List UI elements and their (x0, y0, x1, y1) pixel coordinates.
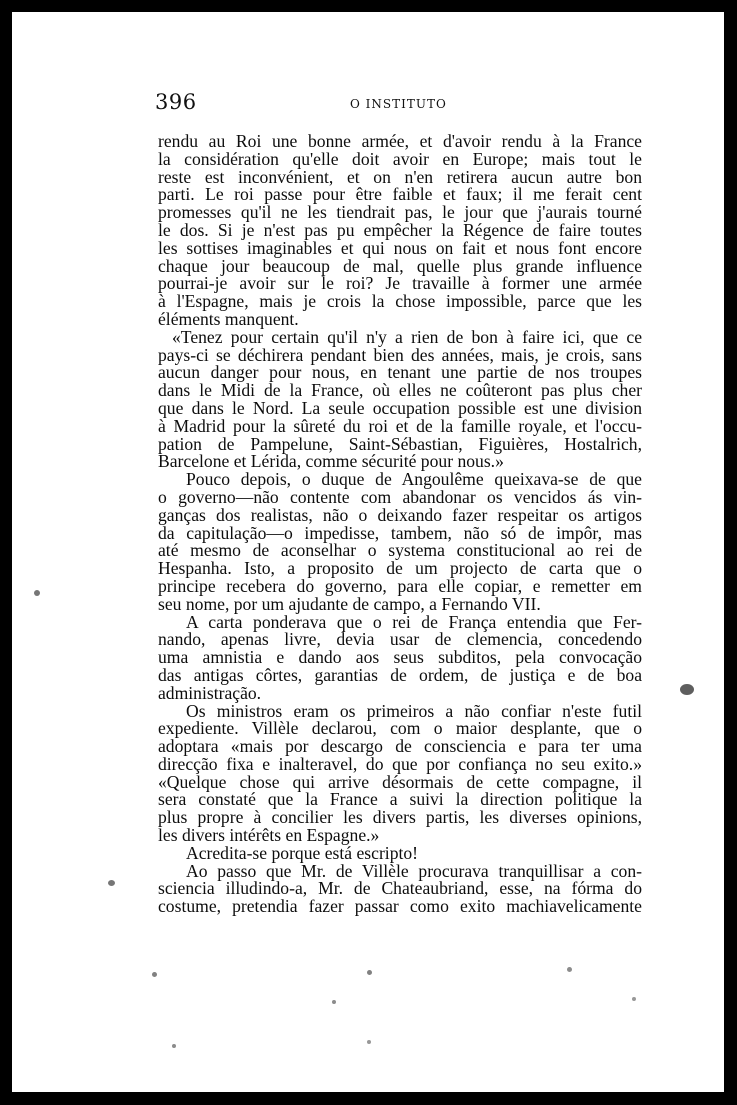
text-line: les divers intérêts en Espagne.» (158, 825, 380, 846)
text-line: seu nome, por um ajudante de campo, a Fernando VII. (158, 593, 541, 614)
text-line: chaque jour beaucoup de mal, quelle plus grande influence (158, 255, 642, 276)
text-line: ganças dos realistas, não o deixando fazer respeitar os artigos (158, 504, 642, 525)
text-line: que dans le Nord. La seule occupation possible est une division (158, 397, 642, 418)
text-line: sera constaté que la France a suivi la direction politique la (158, 789, 642, 810)
text-line: plus propre à concilier les divers partis, les diverses opinions, (158, 807, 642, 828)
text-line: à l'Espagne, mais je crois la chose impossible, parce que les (158, 291, 642, 312)
text-line: A carta ponderava que o rei de França entendia que Fer- (186, 611, 642, 632)
text-line: direcção fixa e inalteravel, do que por confiança no seu exito.» (158, 753, 642, 774)
scan-speck (680, 684, 694, 695)
text-line: éléments manquent. (158, 308, 299, 329)
scan-speck (632, 997, 636, 1001)
text-line: sciencia illudindo-a, Mr. de Chateaubriand, esse, na fórma do (158, 878, 642, 899)
scan-speck (34, 590, 40, 596)
text-line: o governo—não contente com abandonar os vencidos ás vin- (158, 486, 642, 507)
body-text (158, 133, 642, 916)
text-line: rendu au Roi une bonne armée, et d'avoir rendu à la France (158, 131, 642, 151)
scan-speck (172, 1044, 176, 1048)
scan-speck (332, 1000, 336, 1004)
text-line: dans le Midi de la France, où elles ne coûteront pas plus cher (158, 380, 642, 401)
text-line: aucun danger pour nous, en tenant une partie de nos troupes (158, 362, 642, 383)
text-line: reste est inconvénient, et on n'en retirera aucun autre bon (158, 166, 642, 187)
text-line: Pouco depois, o duque de Angoulême queixava-se de que (186, 469, 642, 490)
text-line: nando, apenas livre, devia usar de clemencia, concedendo (158, 629, 642, 650)
text-line: à Madrid pour la sûreté du roi et de la famille royale, et l'occu- (158, 415, 642, 436)
text-line: expediente. Villèle declarou, com o maior desplante, que o (158, 718, 642, 739)
scan-speck (108, 880, 115, 886)
text-line: adoptara «mais por descargo de consciencia e para ter uma (158, 736, 642, 757)
scanned-page (12, 12, 724, 1092)
scan-speck (367, 970, 372, 975)
text-line: Hespanha. Isto, a proposito de um projecto de carta que o (158, 558, 642, 579)
page-number: 396 (155, 90, 197, 114)
text-line: Os ministros eram os primeiros a não confiar n'este futil (186, 700, 642, 721)
text-line: pays-ci se déchirera pendant bien des années, mais, je crois, sans (158, 344, 642, 365)
text-line: da capitulação—o impedisse, tambem, não só de impôr, mas (158, 522, 642, 543)
text-line: Barcelone et Lérida, comme sécurité pour nous.» (158, 451, 504, 472)
scan-speck (567, 967, 572, 972)
text-line: le dos. Si je n'est pas pu empêcher la Régence de faire toutes (158, 219, 642, 240)
text-line: até mesmo de aconselhar o systema constitucional ao rei de (158, 540, 642, 561)
text-line: parti. Le roi passe pour être faible et faux; il me ferait cent (158, 184, 642, 205)
text-line: pourrai-je avoir sur le roi? Je travaille à former une armée (158, 273, 642, 294)
text-line: «Tenez pour certain qu'il n'y a rien de bon à faire ici, que ce (172, 326, 642, 347)
scan-speck (152, 972, 157, 977)
text-line: «Quelque chose qui arrive désormais de cette compagne, il (158, 771, 642, 792)
scan-speck (367, 1040, 371, 1044)
text-line: les sottises imaginables et qui nous on fait et nous font encore (158, 237, 642, 258)
text-line: la considération qu'elle doit avoir en Europe; mais tout le (158, 148, 642, 169)
text-line: costume, pretendia fazer passar como exito machiavelicamente (158, 896, 642, 917)
text-line: pation de Pampelune, Saint-Sébastian, Figuières, Hostalrich, (158, 433, 642, 454)
text-line: promesses qu'il ne les tiendrait pas, le jour que j'aurais tourné (158, 202, 642, 223)
text-line: administração. (158, 682, 262, 703)
text-line: principe recebera do governo, para elle copiar, e remetter em (158, 575, 642, 596)
text-line: das antigas côrtes, garantias de ordem, de justiça e de boa (158, 664, 642, 685)
text-line: Ao passo que Mr. de Villèle procurava tranquillisar a con- (186, 860, 642, 881)
journal-title: O INSTITUTO (350, 97, 447, 111)
text-line: uma amnistia e dando aos seus subditos, pela convocação (158, 647, 642, 668)
running-head (155, 90, 649, 120)
text-line: Acredita-se porque está escripto! (186, 842, 419, 863)
